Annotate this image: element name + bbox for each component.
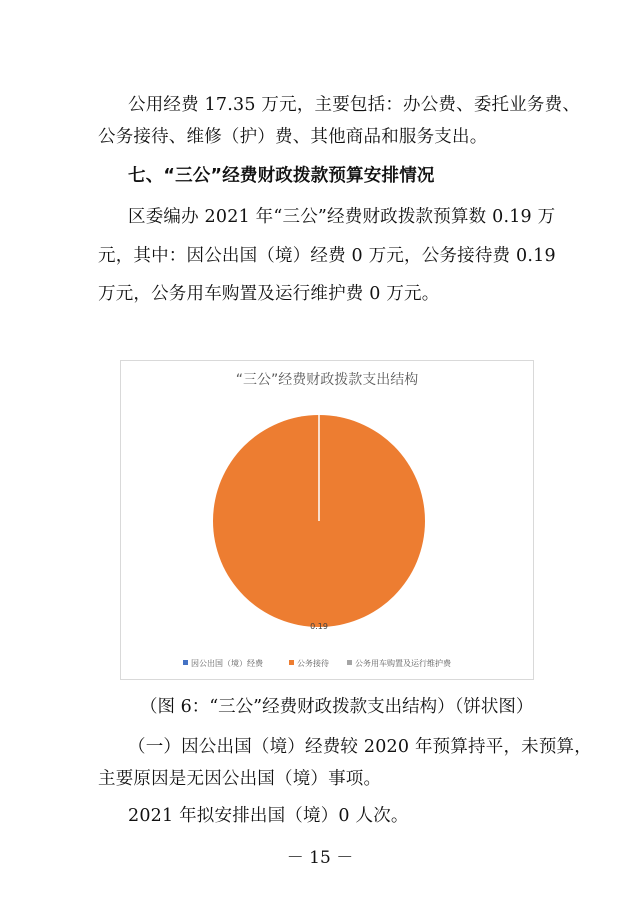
paragraph-line: 主要原因是无因公出国（境）事项。 bbox=[98, 769, 382, 789]
data-label: 0.19 bbox=[310, 622, 328, 631]
paragraph-line: （一）因公出国（境）经费较 2020 年预算持平，未预算， bbox=[128, 737, 592, 757]
paragraph-line: 元，其中：因公出国（境）经费 0 万元，公务接待费 0.19 bbox=[98, 246, 556, 266]
chart-legend bbox=[183, 658, 452, 668]
chart-title: “三公”经费财政拨款支出结构 bbox=[235, 372, 419, 388]
legend-label: 因公出国（境）经费 bbox=[191, 659, 263, 668]
pie-chart bbox=[120, 360, 534, 680]
paragraph-line: 区委编办 2021 年“三公”经费财政拨款预算数 0.19 万 bbox=[128, 207, 556, 227]
paragraph-line: 万元，公务用车购置及运行维护费 0 万元。 bbox=[98, 284, 440, 304]
legend-swatch bbox=[183, 660, 188, 665]
legend-label: 公务用车购置及运行维护费 bbox=[355, 659, 451, 668]
legend-label: 公务接待 bbox=[297, 659, 329, 668]
paragraph-line: 2021 年拟安排出国（境）0 人次。 bbox=[128, 806, 409, 826]
paragraph-line: 公用经费 17.35 万元，主要包括：办公费、委托业务费、 bbox=[128, 95, 581, 115]
legend-swatch bbox=[289, 660, 294, 665]
figure-caption: （图 6：“三公”经费财政拨款支出结构）（饼状图） bbox=[140, 697, 534, 717]
section-heading: 七、“三公”经费财政拨款预算安排情况 bbox=[128, 166, 435, 186]
paragraph-line: 公务接待、维修（护）费、其他商品和服务支出。 bbox=[98, 127, 488, 147]
page-number: － 15 － bbox=[286, 848, 354, 868]
legend-swatch bbox=[347, 660, 352, 665]
